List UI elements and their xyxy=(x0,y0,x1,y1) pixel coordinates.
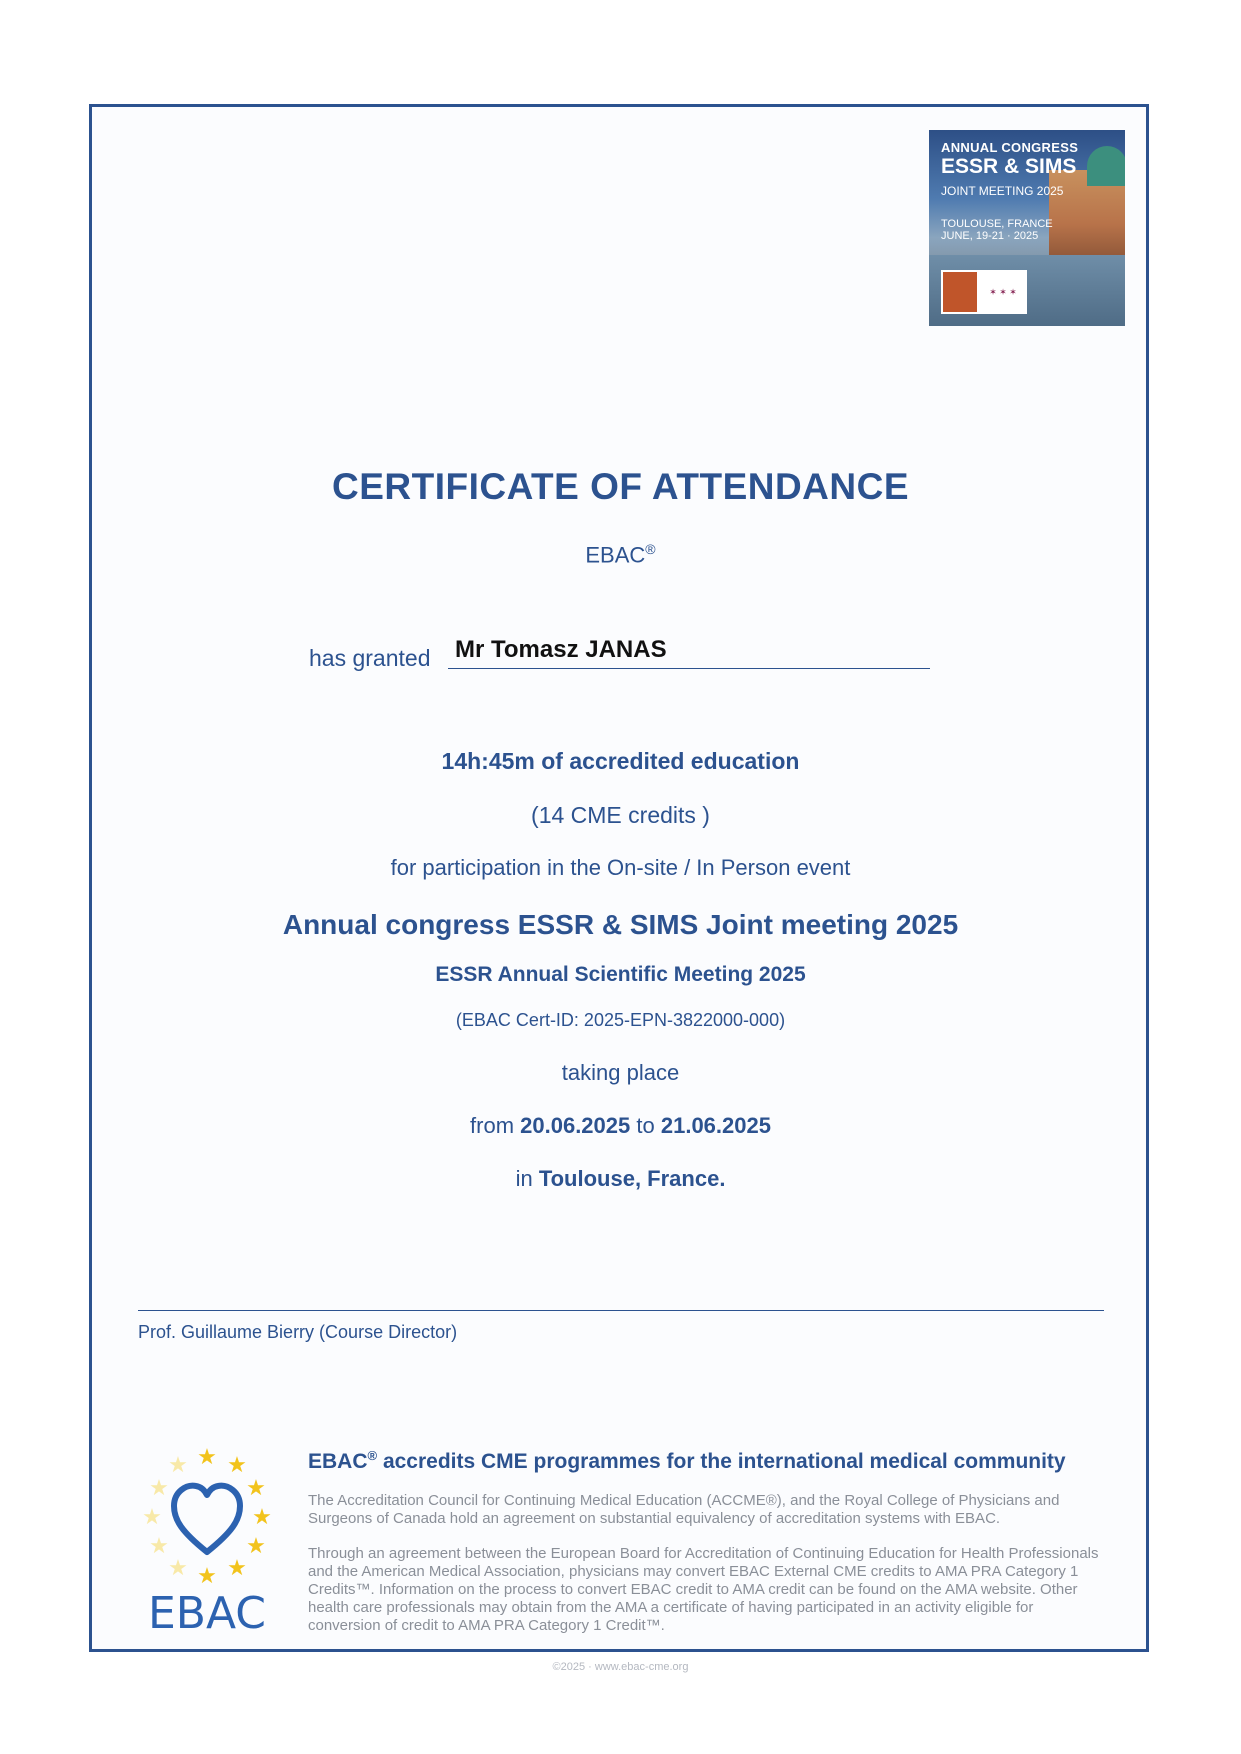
ebac-logo xyxy=(132,1440,282,1635)
svg-text:★: ★ xyxy=(168,1453,188,1478)
accreditation-heading xyxy=(308,1448,1066,1474)
issuer-registered-mark: ® xyxy=(645,541,656,557)
svg-text:★: ★ xyxy=(149,1534,169,1559)
in-label: in xyxy=(515,1166,533,1191)
svg-text:★: ★ xyxy=(246,1476,266,1501)
heart-icon xyxy=(174,1486,240,1552)
svg-text:★: ★ xyxy=(227,1556,247,1581)
badge-line-2: ESSR & SIMS xyxy=(941,155,1077,178)
cert-id: (EBAC Cert-ID: 2025-EPN-3822000-000) xyxy=(455,1010,786,1030)
badge-line-5: JUNE, 19-21 · 2025 xyxy=(941,230,1039,242)
congress-badge-image xyxy=(929,130,1125,326)
event-dates xyxy=(0,1113,1241,1139)
essr-logo: ✶ ✶ ✶ xyxy=(979,270,1027,314)
issuer xyxy=(0,541,1241,568)
to-label: to xyxy=(636,1113,655,1138)
badge-line-4: TOULOUSE, FRANCE xyxy=(941,218,1053,230)
badge-dome xyxy=(1087,146,1125,186)
accreditation-heading-text: accredits CME programmes for the international medical community xyxy=(377,1450,1066,1473)
svg-text:★: ★ xyxy=(149,1476,169,1501)
svg-text:★: ★ xyxy=(197,1564,217,1589)
date-to: 21.06.2025 xyxy=(660,1113,771,1138)
recipient-name: Mr Tomasz JANAS xyxy=(455,636,667,663)
participation-text: for participation in the On-site / In Person event xyxy=(390,855,851,880)
education-hours: 14h:45m of accredited education xyxy=(441,748,800,774)
svg-text:★: ★ xyxy=(197,1445,217,1470)
location: Toulouse, France. xyxy=(538,1166,726,1191)
granted-label: has granted xyxy=(309,645,431,671)
signatory-name: Prof. Guillaume Bierry (Course Director) xyxy=(138,1322,458,1342)
accreditation-paragraph-2: Through an agreement between the European Board for Accreditation of Continuing Education for Health Professionals and the American Medical Association, physicians may convert EBAC External CME credits to AMA PRA Category 1 Credits™. Information on the process to convert EBAC credit to AMA credit can be found on the AMA website. Other health care professionals may obtain from the AMA a certificate of having participated in an activity eligible for conversion of credit to AMA PRA Category 1 Credit™. xyxy=(308,1545,1099,1634)
ebac-logo-text: EBAC xyxy=(147,1588,267,1635)
badge-line-3: JOINT MEETING 2025 xyxy=(941,184,1064,198)
date-from: 20.06.2025 xyxy=(520,1113,631,1138)
badge-line-1: ANNUAL CONGRESS xyxy=(941,140,1079,155)
certificate-title: CERTIFICATE OF ATTENDANCE xyxy=(331,466,910,507)
svg-text:★: ★ xyxy=(142,1505,162,1530)
event-title: Annual congress ESSR & SIMS Joint meeting 2025 xyxy=(282,909,959,940)
meeting-name: ESSR Annual Scientific Meeting 2025 xyxy=(435,963,806,986)
from-label: from xyxy=(470,1113,515,1138)
svg-text:★: ★ xyxy=(252,1505,272,1530)
issuer-name: EBAC xyxy=(585,542,646,568)
svg-text:★: ★ xyxy=(246,1534,266,1559)
taking-place: taking place xyxy=(561,1060,680,1085)
signature-line xyxy=(138,1310,1104,1311)
star-ring-icon xyxy=(142,1445,272,1589)
cme-credits: (14 CME credits ) xyxy=(531,802,710,828)
event-location xyxy=(0,1166,1241,1192)
svg-text:★: ★ xyxy=(168,1556,188,1581)
sims-logo xyxy=(941,270,979,314)
accreditation-paragraph-1: The Accreditation Council for Continuing Medical Education (ACCME®), and the Royal College of Physicians and Surgeons of Canada hold an agreement on substantial equivalency of accreditation systems with EBAC. xyxy=(308,1492,1060,1527)
accreditation-heading-mark: ® xyxy=(367,1448,378,1463)
recipient-underline xyxy=(448,668,930,669)
accreditation-heading-brand: EBAC xyxy=(308,1450,368,1473)
svg-text:★: ★ xyxy=(227,1453,247,1478)
footer-text: ©2025 · www.ebac-cme.org xyxy=(552,1661,689,1673)
badge-location xyxy=(941,218,1053,242)
